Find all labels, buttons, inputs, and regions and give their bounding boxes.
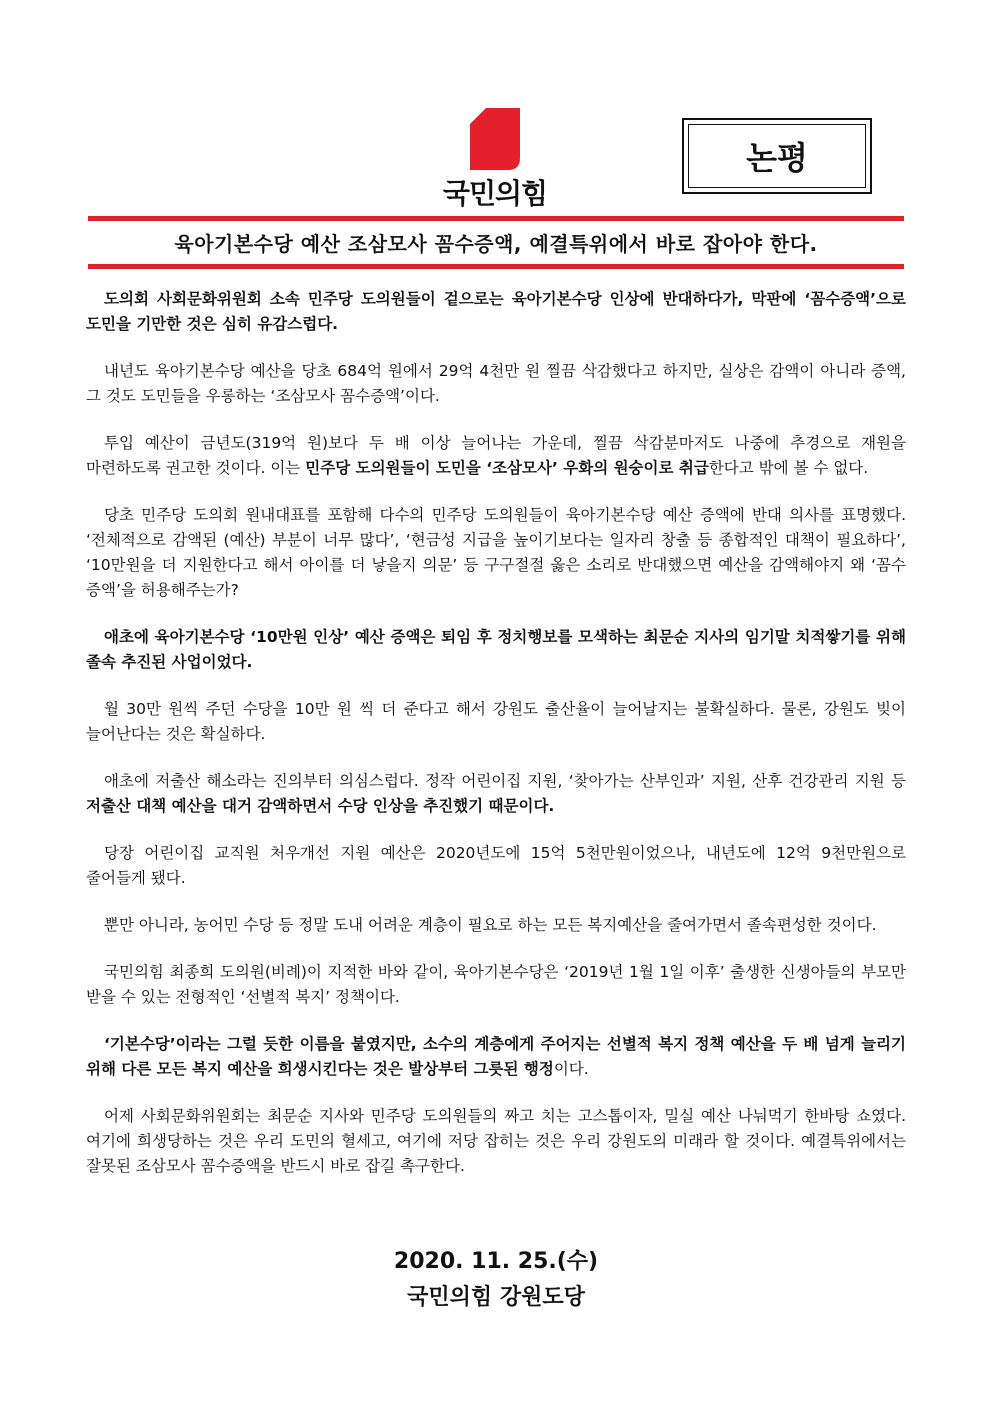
party-logo [430,108,560,208]
paragraph [86,769,906,819]
statement-date: 2020. 11. 25.(수) [393,1249,599,1274]
paragraph: 당장 어린이집 교직원 처우개선 지원 예산은 2020년도에 15억 5천만원이었으나, 내년도에 12억 9천만원으로 줄어들게 됐다. [86,844,906,887]
party-logo-mark [470,108,520,170]
statement-footer [0,1244,992,1316]
paragraph: 국민의힘 최종희 도의원(비례)이 지적한 바와 같이, 육아기본수당은 ‘2019년 1월 1일 이후’ 출생한 신생아들의 부모만 받을 수 있는 전형적인 ‘선별적 복지’ 정책이다. [86,963,906,1006]
headline: 육아기본수당 예산 조삼모사 꼼수증액, 예결특위에서 바로 잡아야 한다. [174,232,818,256]
party-logo-text: 국민의힘 [442,177,548,210]
document-type-box [682,118,872,194]
paragraph-text: 투입 예산이 금년도(319억 원)보다 두 배 이상 늘어나는 가운데, 찔끔 삭감분마저도 나중에 추경으로 재원을 마련하도록 권고한 것이다. 이는 [86,434,906,477]
issuing-organization: 국민의힘 강원도당 [407,1285,585,1310]
paragraph: 어제 사회문화위원회는 최문순 지사와 민주당 도의원들의 짜고 치는 고스톱이자, 밀실 예산 나눠먹기 한바탕 쇼였다. 여기에 희생당하는 것은 우리 도민의 혈세고, 여기에 저당 잡히는 것은 우리 강원도의 미래라 할 것이다. 예결특위에서는 잘못된 조삼모사 꼼수증액을 반드시 바로 잡길 촉구한다. [86,1107,906,1175]
paragraph: 애초에 육아기본수당 ‘10만원 인상’ 예산 증액은 퇴임 후 정치행보를 모색하는 최문순 지사의 임기말 치적쌓기를 위해 졸속 추진된 사업이었다. [86,628,906,671]
paragraph [86,431,906,481]
paragraph-emphasis: ‘기본수당’이라는 그럴 듯한 이름을 붙였지만, 소수의 계층에게 주어지는 선별적 복지 정책 예산을 두 배 넘게 늘리기 위해 다른 모든 복지 예산을 희생시킨다는 것은 발상부터 그릇된 행정 [86,1035,906,1078]
paragraph-text: 이다. [553,1060,589,1078]
paragraph-text: 애초에 저출산 해소라는 진의부터 의심스럽다. 정작 어린이집 지원, ‘찾아가는 산부인과’ 지원, 산후 건강관리 지원 등 [104,772,906,790]
paragraph [86,1032,906,1082]
paragraph: 내년도 육아기본수당 예산을 당초 684억 원에서 29억 4천만 원 찔끔 삭감했다고 하지만, 실상은 감액이 아니라 증액, 그 것도 도민들을 우롱하는 ‘조삼모사 꼼수증액’이다. [86,362,906,405]
paragraph: 도의회 사회문화위원회 소속 민주당 도의원들이 겉으로는 육아기본수당 인상에 반대하다가, 막판에 ‘꼼수증액’으로 도민을 기만한 것은 심히 유감스럽다. [86,290,906,333]
headline-bottom-rule [88,264,904,269]
statement-body [86,287,906,1201]
paragraph: 뿐만 아니라, 농어민 수당 등 정말 도내 어려운 계층이 필요로 하는 모든 복지예산을 줄여가면서 졸속편성한 것이다. [104,916,877,934]
document-type-label: 논평 [688,124,866,188]
paragraph-text: 한다고 밖에 볼 수 없다. [708,459,869,477]
paragraph-emphasis: 저출산 대책 예산을 대거 감액하면서 수당 인상을 추진했기 때문이다. [86,797,555,815]
headline-top-rule [88,216,904,221]
paragraph-emphasis: 민주당 도의원들이 도민을 ‘조삼모사’ 우화의 원숭이로 취급 [305,459,709,477]
paragraph: 당초 민주당 도의회 원내대표를 포함해 다수의 민주당 도의원들이 육아기본수당 예산 증액에 반대 의사를 표명했다. ‘전체적으로 감액된 (예산) 부분이 너무 많다’, ‘현금성 지급을 높이기보다는 일자리 창출 등 종합적인 대책이 필요하다’, ‘10만원을 더 지원한다고 해서 아이를 더 낳을지 의문’ 등 구구절절 옳은 소리로 반대했으면 예산을 감액해야지 왜 ‘꼼수 증액’을 허용해주는가? [86,506,906,599]
paragraph: 월 30만 원씩 주던 수당을 10만 원 씩 더 준다고 해서 강원도 출산율이 늘어날지는 불확실하다. 물론, 강원도 빚이 늘어난다는 것은 확실하다. [86,700,906,743]
